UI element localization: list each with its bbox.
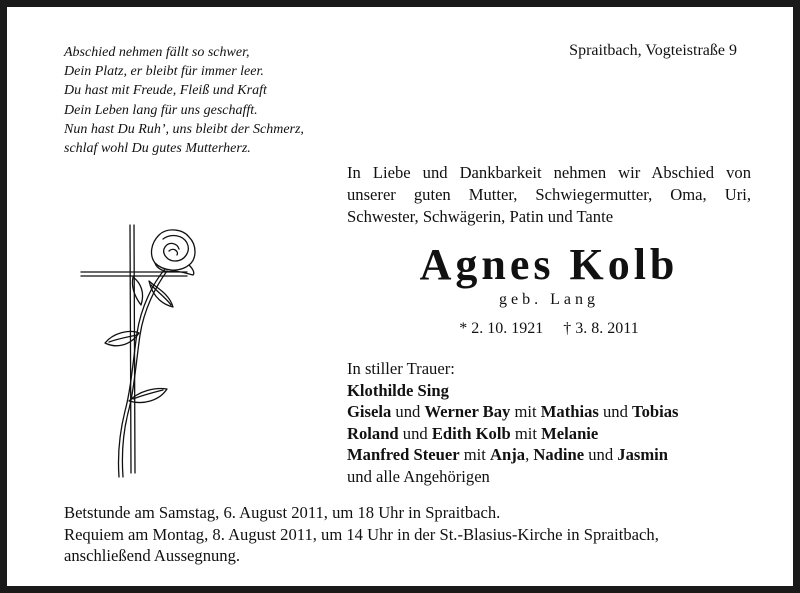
mourner-name: Manfred Steuer — [347, 445, 460, 465]
mourner-connector: mit — [510, 423, 542, 443]
mourners-heading: In stiller Trauer: — [347, 359, 455, 378]
mourner-name: Nadine — [533, 445, 585, 465]
mourner-connector: und — [391, 402, 425, 422]
intro-text — [347, 162, 751, 228]
mourner-connector: und — [398, 423, 432, 443]
poem — [64, 43, 394, 158]
mourner-row — [347, 380, 751, 402]
poem-line: Du hast mit Freude, Fleiß und Kraft — [64, 83, 267, 99]
deceased-name: Agnes Kolb — [419, 240, 679, 289]
birth-name: geb. Lang — [499, 291, 599, 308]
mourner-row — [347, 401, 751, 423]
poem-line: Dein Platz, er bleibt für immer leer. — [64, 64, 264, 80]
mourners — [347, 358, 751, 488]
address: Spraitbach, Vogteistraße 9 — [569, 42, 737, 59]
mourner-name: Melanie — [541, 423, 599, 443]
mourner-name: Werner Bay — [424, 402, 511, 422]
mourner-name: Anja — [490, 445, 526, 465]
mourner-connector: und — [598, 402, 633, 422]
mourners-closing: und alle Angehörigen — [347, 466, 490, 486]
service-info — [64, 502, 764, 567]
mourner-connector: , — [525, 445, 534, 465]
poem-line: Dein Leben lang für uns geschafft. — [64, 102, 258, 118]
mourner-row — [347, 444, 751, 466]
mourner-connector: und — [584, 445, 618, 465]
mourner-name: Roland — [347, 423, 399, 443]
cross-with-rose-icon — [79, 221, 201, 481]
life-dates — [347, 320, 751, 338]
mourner-name: Jasmin — [617, 445, 669, 465]
mourner-list — [347, 380, 751, 466]
poem-line: Nun hast Du Ruh’, uns bleibt der Schmerz, — [64, 121, 304, 137]
mourner-name: Gisela — [347, 402, 392, 422]
poem-line: Abschied nehmen fällt so schwer, — [64, 45, 250, 60]
mourner-name: Klothilde Sing — [347, 380, 449, 400]
birth-date: * 2. 10. 1921 — [459, 320, 544, 337]
service-line: Requiem am Montag, 8. August 2011, um 14 Uhr in der St.-Blasius-Kirche in Spraitbach, — [64, 524, 659, 544]
service-line: Betstunde am Samstag, 6. August 2011, um 18 Uhr in Spraitbach. — [64, 503, 501, 522]
intro-line: unserer guten Mutter, Schwiegermutter, Oma, Uri, — [347, 185, 751, 204]
mourner-name: Edith Kolb — [431, 423, 511, 443]
mourner-name: Mathias — [540, 402, 599, 422]
mourner-connector: mit — [510, 402, 541, 422]
service-line: anschließend Aussegnung. — [64, 546, 241, 566]
intro-line: Schwester, Schwägerin, Patin und Tante — [347, 207, 614, 226]
mourner-row — [347, 423, 751, 445]
mourner-connector: mit — [459, 445, 491, 465]
intro-line: In Liebe und Dankbarkeit nehmen wir Abschied von — [347, 163, 751, 182]
death-date: † 3. 8. 2011 — [563, 320, 639, 337]
mourner-name: Tobias — [632, 402, 679, 422]
poem-line: schlaf wohl Du gutes Mutterherz. — [64, 141, 251, 157]
